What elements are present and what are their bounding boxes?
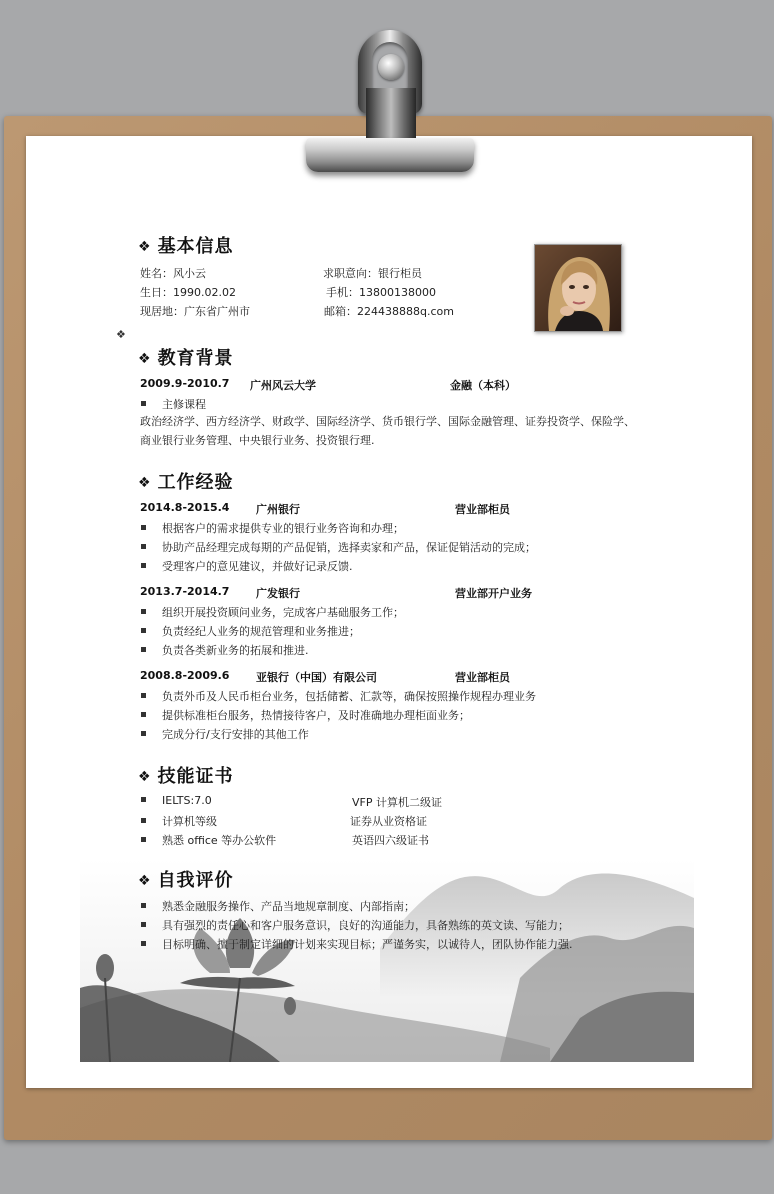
square-bullet-icon [141,647,146,652]
email-row: 邮箱：224438888q.com [324,305,454,318]
job-period: 2014.8-2015.4 [140,501,230,514]
courses-line-2: 商业银行业务管理、中央银行业务、投资银行理. [140,434,375,447]
list-item: 熟悉 office 等办公软件 [141,832,276,848]
square-bullet-icon [141,563,146,568]
square-bullet-icon [141,609,146,614]
diamond-icon: ❖ [138,873,152,889]
job-company: 亚银行（中国）有限公司 [256,671,377,684]
square-bullet-icon [141,628,146,633]
square-bullet-icon [141,941,146,946]
list-item: 计算机等级 [141,813,217,829]
education-school: 广州风云大学 [250,379,316,392]
clip-body [366,88,416,144]
skill-right: 英语四六级证书 [352,834,429,847]
square-bullet-icon [141,731,146,736]
list-item: 根据客户的需求提供专业的银行业务咨询和办理； [141,520,404,536]
square-bullet-icon [141,903,146,908]
portrait-icon [535,245,621,331]
square-bullet-icon [141,525,146,530]
job-position: 营业部开户业务 [455,587,532,600]
list-item: 负责各类新业务的拓展和推进. [141,642,309,658]
diamond-icon: ❖ [138,351,152,367]
name-value: 风小云 [173,267,206,280]
job-position: 营业部柜员 [455,671,510,684]
list-item: 负责经纪人业务的规范管理和业务推进； [141,623,360,639]
list-item: 提供标准柜台服务，热情接待客户，及时准确地办理柜面业务； [141,707,470,723]
square-bullet-icon [141,544,146,549]
square-bullet-icon [141,401,146,406]
location-row: 现居地：广东省广州市 [140,305,250,318]
section-title-basic: ❖ 基本信息 [138,236,234,257]
job-period: 2013.7-2014.7 [140,585,230,598]
list-item: 组织开展投资顾问业务，完成客户基础服务工作； [141,604,404,620]
intent-value: 银行柜员 [378,267,422,280]
section-title-education: ❖ 教育背景 [138,348,234,369]
birth-value: 1990.02.02 [173,286,236,299]
job-period: 2008.8-2009.6 [140,669,230,682]
list-item: 负责外币及人民币柜台业务，包括储蓄、汇款等，确保按照操作规程办理业务 [141,688,536,704]
name-row: 姓名：风小云 [140,267,206,280]
clip-base [306,138,474,172]
square-bullet-icon [141,837,146,842]
list-item: 协助产品经理完成每期的产品促销，选择卖家和产品，保证促销活动的完成； [141,539,536,555]
job-company: 广州银行 [256,503,300,516]
list-item: 受理客户的意见建议，并做好记录反馈. [141,558,353,574]
clip-rivet-icon [378,54,404,80]
skill-right: VFP 计算机二级证 [352,796,442,809]
list-item: 目标明确、擅于制定详细的计划来实现目标；严谨务实，以诚待人，团队协作能力强. [141,936,573,952]
diamond-icon: ❖ [138,475,152,491]
section-title-self: ❖ 自我评价 [138,870,234,891]
diamond-icon: ❖ [138,769,152,785]
job-company: 广发银行 [256,587,300,600]
birth-row: 生日：1990.02.02 [140,286,236,299]
list-item: 完成分行/支行安排的其他工作 [141,726,309,742]
courses-line-1: 政治经济学、西方经济学、财政学、国际经济学、货币银行学、国际金融管理、证券投资学、保险学、 [140,415,635,428]
job-position: 营业部柜员 [455,503,510,516]
square-bullet-icon [141,693,146,698]
avatar [534,244,622,332]
section-title-work: ❖ 工作经验 [138,472,234,493]
square-bullet-icon [141,797,146,802]
courses-label-row: 主修课程 [141,396,206,412]
education-major: 金融（本科） [450,379,516,392]
square-bullet-icon [141,818,146,823]
list-item: 熟悉金融服务操作、产品当地规章制度、内部指南； [141,898,415,914]
diamond-icon: ❖ [138,239,152,255]
square-bullet-icon [141,922,146,927]
intent-row: 求职意向：银行柜员 [323,267,422,280]
square-bullet-icon [141,712,146,717]
section-title-skills: ❖ 技能证书 [138,766,234,787]
phone-value: 13800138000 [359,286,436,299]
diamond-icon: ❖ [116,328,126,341]
phone-row: 手机：13800138000 [326,286,436,299]
skill-right: 证券从业资格证 [350,815,427,828]
email-value: 224438888q.com [357,305,454,318]
education-period: 2009.9-2010.7 [140,377,230,390]
list-item: IELTS:7.0 [141,794,212,807]
list-item: 具有强烈的责任心和客户服务意识，良好的沟通能力，具备熟练的英文读、写能力； [141,917,569,933]
location-value: 广东省广州市 [184,305,250,318]
